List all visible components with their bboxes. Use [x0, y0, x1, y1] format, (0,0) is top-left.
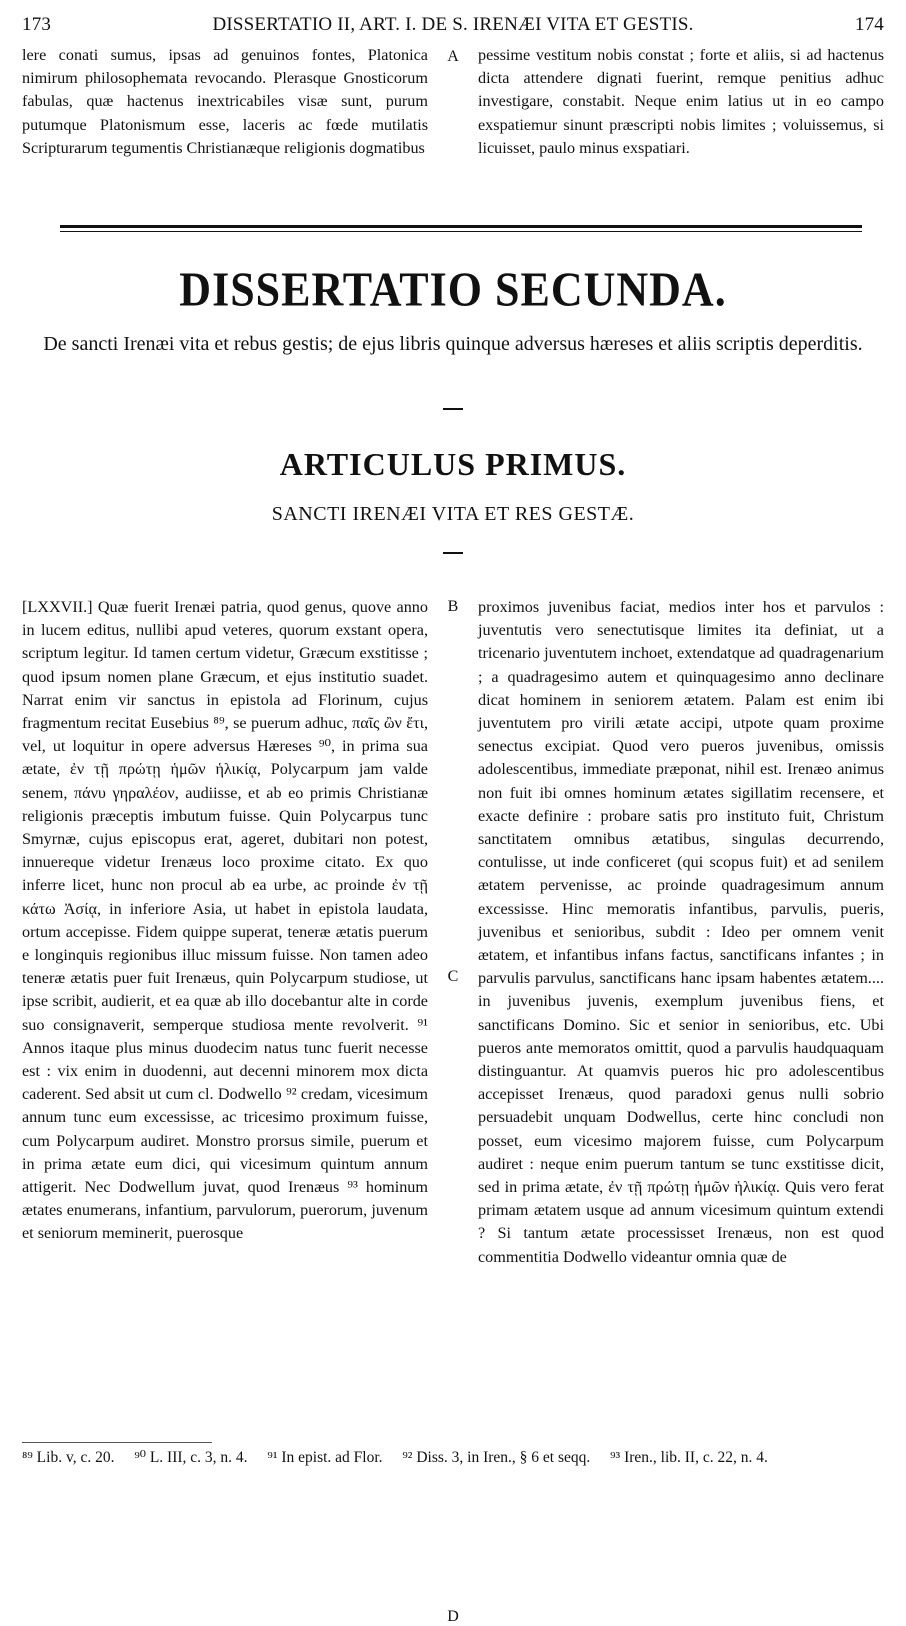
ornament-dash	[443, 552, 463, 554]
body-gutter	[444, 596, 462, 1625]
body-right-text: proximos juvenibus faciat, medios inter hos et parvulos : juventutis vero senectutisque limites ita definiat, ut a tricenario juventutem inchoet, extendatque ad quadragenarium ; a quadragesimo autem et quinquagesimo anno declinare dicat hominem in seniorem ætatem. Palam est enim ibi juventutem pro virili ætate accipi, utpote quam proxime senectus excipiat. Quod vero pueros juvenibus, omissis adolescentibus, immediate præponat, nihil est. Irenæo animus non fuit ibi omnes hominum ætates sigillatim recensere, et exacte definire : probare satis pro instituto fuit, Christum sanctitatem omnibus ætatibus, singulas decurrendo, contulisse, ut inde conficeret (qui scopus fuit) et ad senilem ætatem pervenisse, ac proinde quadragesimum annum excessisse. Hinc memoratis infantibus, parvulis, pueris, juvenibus et senioribus, subdit : Ideo per omnem venit ætatem, et infantibus infans factus, sanctificans infantes ; in parvulis parvulus, sanctificans hanc ipsam habentes ætatem.... in juvenibus juvenis, exemplum juvenibus fiens, et sanctificans Domino. Sic et senior in senioribus, etc. Ubi pueros ante memoratos omittit, quod a parvulis haudquaquam distinguantur. At quamvis pueros hic pro adolescentibus accepisset Irenæus, quod paradoxi genus nulli sobrio persuadebit unquam Dodwellus, certe hinc concludi non posset, eum vicesimo majorem fuisse, cum Polycarpum audiret : neque enim puerum tantum se tunc exstitisse dicit, sed in prima ætate, ἐν τῇ πρώτῃ ἡμῶν ἡλικίᾳ. Quis vero ferat primam ætatem usque ad annum vicesimum quintum extendi ? Si tantum ætate processisset Irenæus, non est quod commentitia Dodwello videantur omnia quæ de	[478, 598, 884, 1266]
dissertation-subtitle: De sancti Irenæi vita et rebus gestis; de ejus libris quinque adversus hæreses et aliis scriptis deperditis.	[43, 333, 863, 355]
top-left-column	[22, 44, 444, 160]
top-left-text: lere conati sumus, ipsas ad genuinos fontes, Platonica nimirum philosophemata revocando. Plerasque Gnosticorum fabulas, quæ hactenus inextricabiles visæ sunt, purum putumque Platonismum esse, laceris ac fœde mutilatis Scripturarum tegumentis Christianæque religionis dogmatibus	[22, 46, 428, 157]
running-header	[22, 14, 884, 40]
footnote-93: ⁹³ Iren., lib. II, c. 22, n. 4.	[610, 1449, 768, 1466]
body-right-column	[462, 596, 884, 1269]
body-left-text: [LXXVII.] Quæ fuerit Irenæi patria, quod genus, quove anno in lucem editus, nullibi apud veteres, quorum exstant opera, scriptum legitur. Id tamen certum videtur, Græcum exstitisse ; quod ipsum nomen plane Græcum, et ejus institutio suadet. Narrat enim vir sanctus in epistola ad Florinum, cujus fragmentum recitat Eusebius ⁸⁹, se puerum adhuc, παῖς ὢν ἔτι, vel, ut loquitur in opere adversus Hæreses ⁹⁰, in prima sua ætate, ἐν τῇ πρώτῃ ἡμῶν ἡλικίᾳ, Polycarpum jam valde senem, πάνυ γηραλέον, audiisse, et ab eo primis Christianæ religionis præceptis imbutum fuisse. Quin Polycarpus tunc Smyrnæ, cujus episcopus erat, ageret, dubitari non potest, innuereque videtur Irenæus loco proxime citato. Ex quo inferre licet, hunc non procul ab ea urbe, ac proinde ἐν τῇ κάτω Ἀσίᾳ, in inferiore Asia, ut habet in epistola laudata, ortum accepisse. Fidem quippe superat, teneræ ætatis puerum e longinquis regionibus illuc missum fuisse. Non tamen adeo teneræ ætatis puer fuit Irenæus, quin Polycarpum studiose, ut ipse scribit, audierit, et ea quæ ab illo docebantur alte in corde suo consignaverit, semperque studiosa mente revolverit. ⁹¹ Annos itaque plus minus duodecim natus tunc fuerit necesse est : vix enim in duodenni, aut decenni minorem mox dicta caderent. Sed absit ut cum cl. Dodwello ⁹² credam, vicesimum annum tunc eum excessisse, ac tricesimo proximum fuisse, cum Polycarpum audiret. Monstro prorsus simile, puerum et in prima ætate eum dici, qui vicesimum quintum annum attigerit. Nec Dodwellum juvat, quod Irenæus ⁹³ hominum ætates enumerans, infantium, parvulorum, puerorum, juvenum et seniorum meminerit, puerosque	[22, 598, 428, 1243]
section-rule-thick	[60, 225, 862, 228]
footnote-rule	[22, 1442, 212, 1443]
article-title: ARTICULUS PRIMUS.	[279, 446, 627, 482]
top-columns	[22, 44, 884, 160]
footnote-89: ⁸⁹ Lib. v, c. 20.	[22, 1449, 115, 1466]
footnote-92: ⁹² Diss. 3, in Iren., § 6 et seqq.	[402, 1449, 591, 1466]
section-marker-a: A	[447, 48, 459, 65]
article-subtitle: SANCTI IRENÆI VITA ET RES GESTÆ.	[271, 503, 635, 525]
top-right-column	[462, 44, 884, 160]
section-marker-c: C	[447, 968, 459, 985]
section-marker-b: B	[447, 598, 459, 615]
body-left-column	[22, 596, 444, 1269]
footnote-90: ⁹⁰ L. III, c. 3, n. 4.	[134, 1449, 248, 1466]
footnotes	[22, 1447, 884, 1468]
section-marker-d: D	[447, 1608, 459, 1625]
right-page-number: 174	[854, 14, 884, 35]
footnote-91: ⁹¹ In epist. ad Flor.	[267, 1449, 383, 1466]
section-rule-thin	[60, 231, 862, 232]
top-gutter	[444, 44, 462, 160]
top-right-text: pessime vestitum nobis constat ; forte et aliis, si ad hactenus dicta attendere dignati fuerint, remque penitius adhuc investigare, constabit. Neque enim latius ut in eo campo exspatiemur sinunt præscripti nobis limites ; voluissemus, si licuisset, paulo minus exspatiari.	[478, 46, 884, 157]
running-title: DISSERTATIO II, ART. I. DE S. IRENÆI VITA ET GESTIS.	[212, 14, 694, 35]
dissertation-title: DISSERTATIO SECUNDA.	[179, 262, 727, 317]
ornament-dash	[443, 408, 463, 410]
left-page-number: 173	[22, 14, 52, 35]
